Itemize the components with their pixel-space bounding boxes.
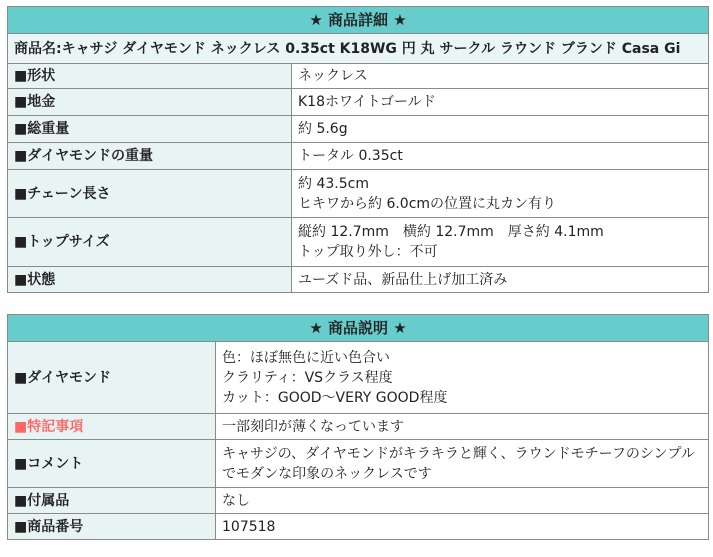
diamond-clarity: クラリティ：VSクラス程度 [222,369,393,386]
details-header: ★ 商品詳細 ★ [8,7,709,34]
value-shape: ネックレス [292,64,709,89]
label-total-weight: ■総重量 [8,116,292,143]
chain-length-note: ヒキワから約 6.0cmの位置に丸カン有り [298,195,557,212]
description-header: ★ 商品説明 ★ [8,315,709,342]
value-product-number: 107518 [216,514,709,540]
value-condition: ユーズド品、新品仕上げ加工済み [292,267,709,293]
value-diamond [216,342,709,414]
value-special-notes: 一部刻印が薄くなっています [216,414,709,440]
label-chain-length: ■チェーン長さ [8,170,292,218]
value-accessories: なし [216,488,709,514]
chain-length-line: 約 43.5cm [298,175,369,192]
value-diamond-weight: トータル 0.35ct [292,143,709,170]
value-total-weight: 約 5.6g [292,116,709,143]
label-shape: ■形状 [8,64,292,89]
top-size-dimensions: 縦約 12.7mm 横約 12.7mm 厚さ約 4.1mm [298,224,604,240]
value-chain-length [292,170,709,218]
value-comment [216,440,709,488]
label-diamond-weight: ■ダイヤモンドの重量 [8,143,292,170]
label-comment: ■コメント [8,440,216,488]
label-top-size: ■トップサイズ [8,218,292,267]
comment-line-1: キャサジの、ダイヤモンドがキラキラと輝く、ラウンドモチーフのシンプル [222,445,695,462]
label-special-notes: ■特記事項 [8,414,216,440]
value-metal: K18ホワイトゴールド [292,89,709,116]
comment-line-2: でモダンな印象のネックレスです [222,465,432,482]
details-table [7,6,709,293]
label-accessories: ■付属品 [8,488,216,514]
value-top-size [292,218,709,267]
label-product-number: ■商品番号 [8,514,216,540]
product-name: 商品名:キャサジ ダイヤモンド ネックレス 0.35ct K18WG 円 丸 サークル ラウンド ブランド Casa Gi [8,34,709,64]
diamond-color: 色：ほぼ無色に近い色合い [222,349,390,366]
label-diamond: ■ダイヤモンド [8,342,216,414]
top-size-removable: トップ取り外し：不可 [298,244,438,260]
description-table [7,314,709,540]
label-condition: ■状態 [8,267,292,293]
diamond-cut: カット：GOOD～VERY GOOD程度 [222,389,448,406]
label-metal: ■地金 [8,89,292,116]
